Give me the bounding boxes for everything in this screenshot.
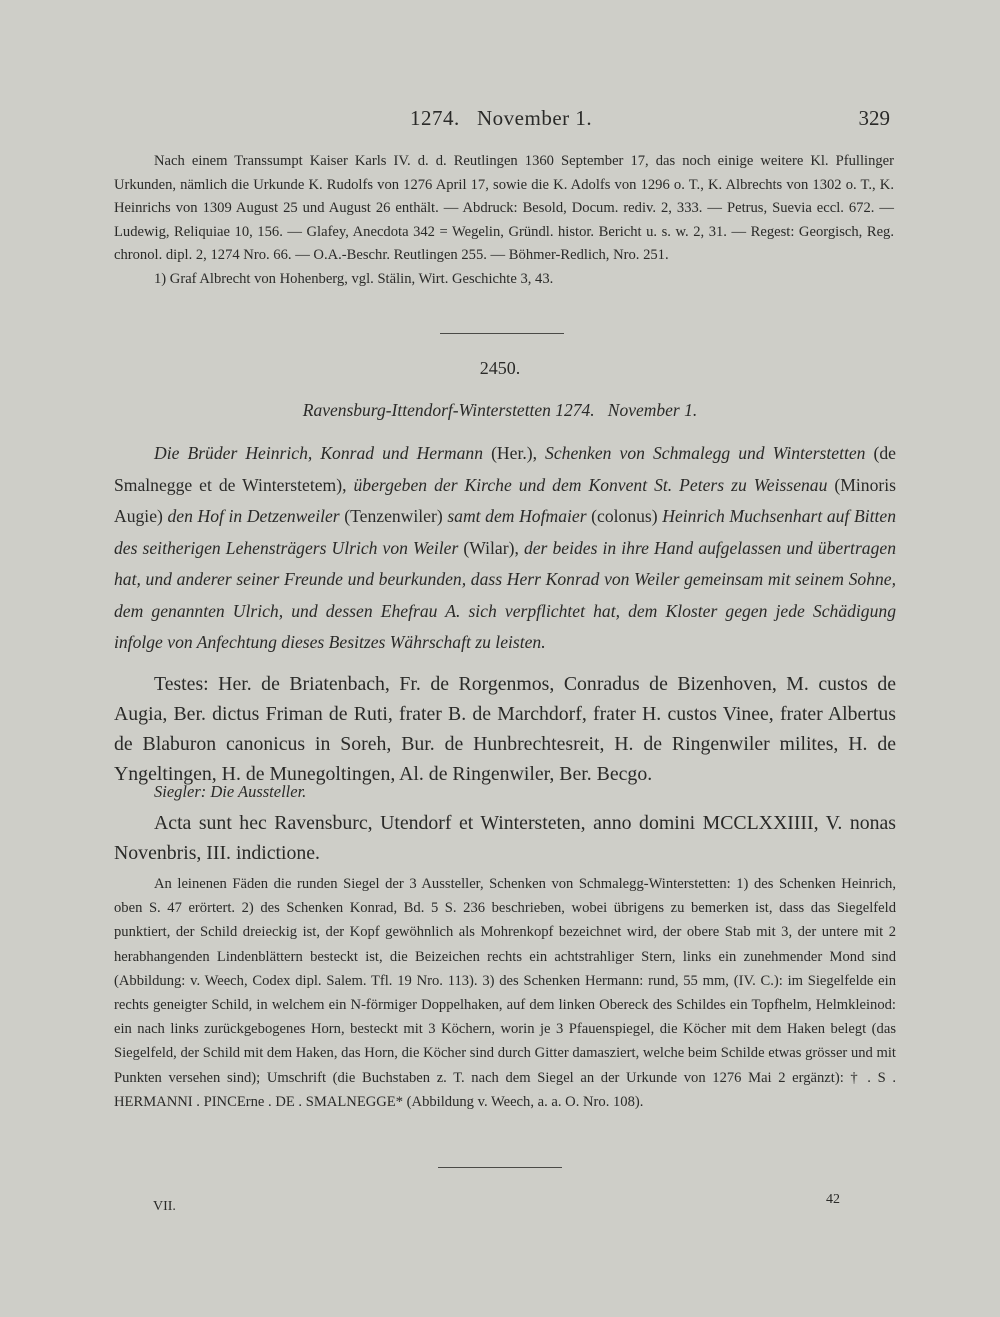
separator-rule	[438, 1167, 562, 1168]
testes-paragraph: Testes: Her. de Briatenbach, Fr. de Rorgenmos, Conradus de Bizenhoven, M. custos de Augia, Ber. dictus Friman de Ruti, frater B. de Marchdorf, frater H. custos Vinee, frater Albertus de Blaburon canonicus in Soreh, Bur. de Hunbrechtesreit, H. de Ringenwiler milites, H. de Yngeltingen, H. de Munegoltingen, Al. de Ringenwiler, Ber. Becgo.	[114, 673, 896, 785]
regest-part: Die Brüder Heinrich, Konrad und Hermann	[154, 443, 484, 463]
regest-part: (colonus)	[586, 506, 663, 526]
regest-part: (de Smalnegge et de Winterstetem),	[114, 443, 896, 495]
regest-paragraph	[114, 438, 896, 659]
regest-part: Heinrich Muchsenhart auf Bitten des seitherigen Lehensträgers Ulrich von Weiler	[114, 506, 896, 558]
document-number: 2450.	[479, 358, 521, 378]
signature-mark: VII.	[153, 1199, 176, 1214]
regest-part: (Tenzenwiler)	[339, 506, 448, 526]
header-date: 1274. November 1.	[410, 106, 593, 130]
seal-paragraph: An leinenen Fäden die runden Siegel der 3 Aussteller, Schenken von Schmalegg-Winterstetten: 1) des Schenken Heinrich, oben S. 47 erörtert. 2) des Schenken Konrad, Bd. 5 S. 236 beschrieben, wobei übrigens zu bemerken ist, dass das Siegelfeld punktiert, der Schild dreieckig ist, der Kopf gewöhnlich als Mohrenkopf bezeichnet wird, der obere Stab mit 3, der untere mit 2 herabhangenden Lindenblättern besteckt ist, die Beizeichen rechts ein achtstrahliger Stern, links ein zunehmender Mond sind (Abbildung: v. Weech, Codex dipl. Salem. Tfl. 19 Nro. 113). 3) des Schenken Hermann: rund, 55 mm, (IV. C.): im Siegelfelde ein rechts geneigter Schild, in welchem ein N-förmiger Doppelhaken, auf dem linken Obereck des Schildes ein Topfhelm, Helmkleinod: ein nach links zurückgebogenes Horn, besteckt mit 3 Köchern, worin je 3 Pfauenspiegel, die Köcher mit dem Haken belegt (das Siegelfeld, der Schild mit dem Haken, das Horn, die Köcher sind durch Gitter damasziert, welche beim Schilde etwas grösser und mit Punkten versehen sind); Umschrift (die Buchstaben z. T. nach dem Siegel an der Urkunde von 1276 Mai 2 ergänzt): † . S . HERMANNI . PINCErne . DE . SMALNEGGE* (Abbildung v. Weech, a. a. O. Nro. 108).	[114, 876, 896, 1110]
siegler-line: Siegler: Die Aussteller.	[154, 782, 307, 801]
sheet-number: 42	[826, 1192, 840, 1207]
document-place-date: Ravensburg-Ittendorf-Winterstetten 1274. November 1.	[302, 400, 698, 420]
regest-summary	[114, 438, 896, 659]
page-number: 329	[858, 106, 890, 130]
regest-part: (Wilar),	[458, 537, 524, 558]
regest-part: übergeben der Kirche und dem Konvent St. Peters zu Weissenau	[353, 474, 828, 495]
seal-description	[114, 872, 896, 1114]
source-notes	[114, 150, 894, 291]
regest-part: samt dem Hofmaier	[447, 506, 587, 526]
regest-part: (Her.),	[483, 443, 546, 463]
regest-part: der beides in ihre Hand aufgelassen und übertragen hat, und anderer seiner Freunde und beurkunden, dass Herr Konrad von Weiler gemeinsam mit seinem Sohne, dem genannten Ulrich, und dessen Ehefrau A. sich verpflichtet hat, dem Kloster gegen jede Schädigung infolge von Anfechtung dieses Besitzes Währschaft zu leisten.	[114, 537, 896, 652]
separator-rule	[440, 333, 564, 334]
acta-paragraph: Acta sunt hec Ravensburc, Utendorf et Wintersteten, anno domini MCCLXXIIII, V. nonas Novenbris, III. indictione.	[114, 812, 896, 864]
dating-clause	[114, 808, 896, 868]
regest-part: den Hof in Detzenweiler	[167, 506, 340, 526]
footnote: 1) Graf Albrecht von Hohenberg, vgl. Stälin, Wirt. Geschichte 3, 43.	[154, 270, 554, 287]
source-note: Nach einem Transsumpt Kaiser Karls IV. d. d. Reutlingen 1360 September 17, das noch einige weitere Kl. Pfullinger Urkunden, nämlich die Urkunde K. Rudolfs von 1276 April 17, sowie die K. Adolfs von 1296 o. T., K. Albrechts von 1302 o. T., K. Heinrichs von 1309 August 25 und August 26 enthält. — Abdruck: Besold, Docum. rediv. 2, 333. — Petrus, Suevia eccl. 672. — Ludewig, Reliquiae 10, 156. — Glafey, Anecdota 342 = Wegelin, Gründl. histor. Bericht u. s. w. 2, 31. — Regest: Georgisch, Reg. chronol. dipl. 2, 1274 Nro. 66. — O.A.-Beschr. Reutlingen 255. — Böhmer-Redlich, Nro. 251.	[114, 153, 894, 263]
regest-part: (Minoris Augie)	[114, 474, 896, 526]
witness-list	[114, 669, 896, 789]
regest-part: Schenken von Schmalegg und Winterstetten	[545, 443, 866, 463]
